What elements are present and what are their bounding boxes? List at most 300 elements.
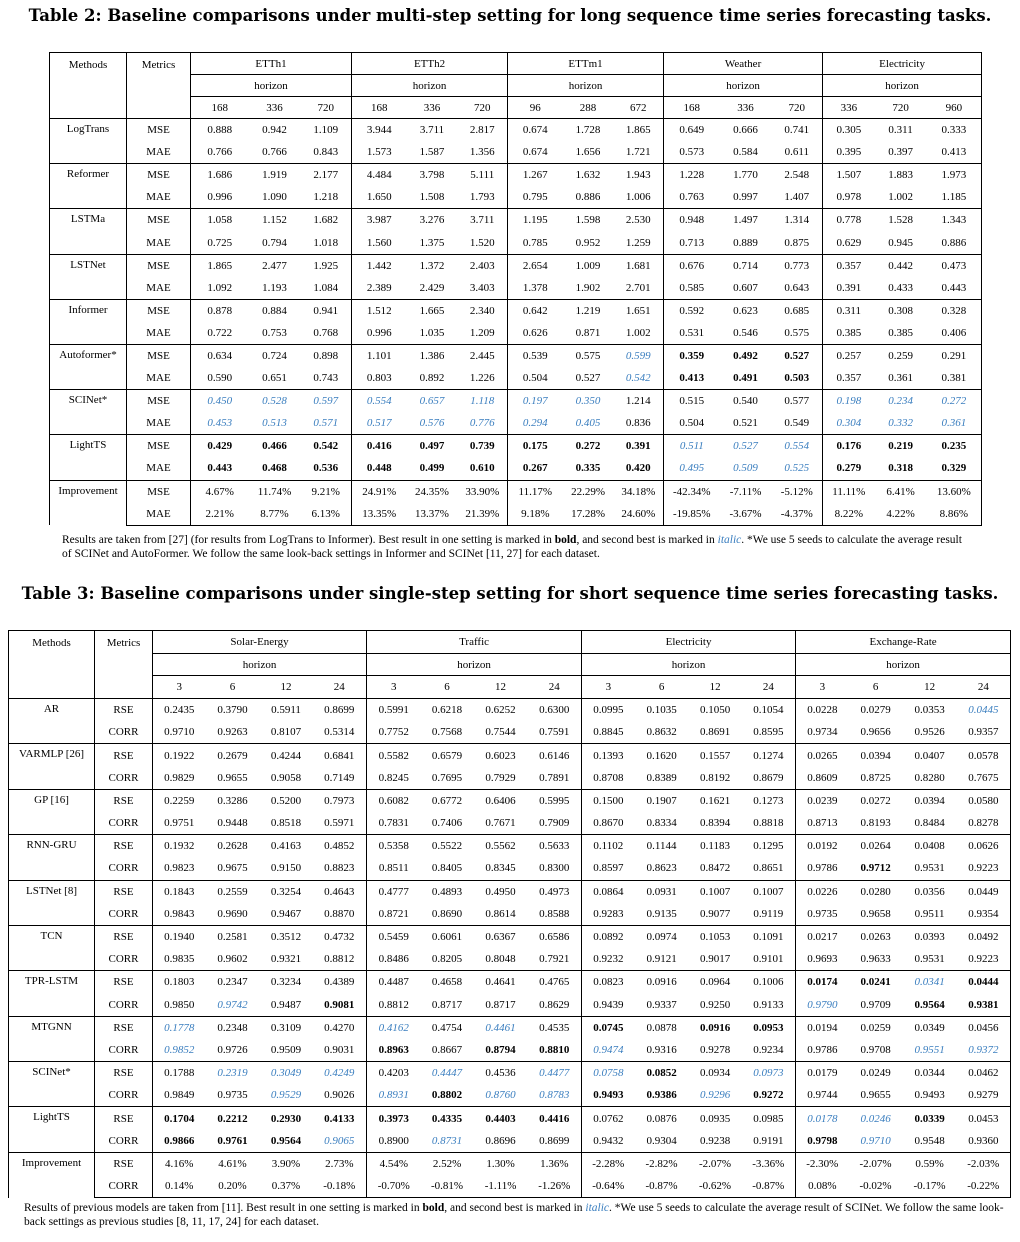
method-name: LSTNet [8] bbox=[9, 880, 95, 925]
col-metrics-header: Metrics bbox=[95, 631, 153, 699]
result-cell: 0.643 bbox=[784, 281, 810, 294]
result-cell: 1.598 bbox=[563, 209, 614, 232]
result-cell: 0.626 bbox=[508, 322, 563, 345]
result-cell: 0.8597 bbox=[582, 857, 635, 880]
metric-name: MSE bbox=[127, 119, 191, 142]
horizon-label: horizon bbox=[582, 653, 796, 676]
result-cell: 0.8107 bbox=[270, 726, 302, 739]
result-cell: 0.7831 bbox=[367, 812, 421, 835]
result-cell: 0.978 bbox=[823, 186, 875, 209]
horizon-value: 168 bbox=[352, 97, 407, 119]
result-cell: 1.226 bbox=[469, 372, 495, 385]
result-cell: 0.8713 bbox=[796, 812, 849, 835]
result-cell: 13.35% bbox=[352, 503, 407, 526]
result-cell: 0.9031 bbox=[324, 1043, 355, 1056]
result-cell: 0.9564 bbox=[914, 998, 945, 1011]
result-cell: 0.9551 bbox=[914, 1043, 945, 1056]
result-cell: 0.1102 bbox=[582, 835, 635, 858]
result-cell: 0.0279 bbox=[849, 699, 903, 722]
result-cell: 0.592 bbox=[664, 299, 720, 322]
result-cell: 0.9656 bbox=[860, 726, 891, 739]
horizon-value: 96 bbox=[508, 97, 563, 119]
metric-name: RSE bbox=[95, 835, 153, 858]
result-cell: 1.018 bbox=[313, 236, 339, 249]
result-cell: 5.111 bbox=[458, 164, 508, 187]
result-cell: 0.416 bbox=[352, 435, 407, 458]
metric-name: CORR bbox=[95, 1084, 153, 1107]
result-cell: 1.902 bbox=[575, 281, 601, 294]
metric-name: CORR bbox=[95, 812, 153, 835]
metric-name: CORR bbox=[95, 903, 153, 926]
result-cell: 0.497 bbox=[407, 435, 458, 458]
result-cell: 0.6023 bbox=[474, 744, 528, 767]
result-cell: 0.8632 bbox=[646, 726, 677, 739]
result-cell: 0.4535 bbox=[528, 1016, 582, 1039]
result-cell: 1.101 bbox=[352, 344, 407, 367]
result-cell: 1.002 bbox=[625, 326, 651, 339]
result-cell: -0.02% bbox=[849, 1175, 903, 1198]
result-cell: 0.886 bbox=[575, 191, 601, 204]
result-cell: 0.492 bbox=[720, 344, 772, 367]
result-cell: 1.30% bbox=[474, 1152, 528, 1175]
result-cell: 0.9658 bbox=[860, 907, 891, 920]
result-cell: 0.785 bbox=[508, 231, 563, 254]
result-cell: -0.17% bbox=[903, 1175, 957, 1198]
result-cell: 0.8278 bbox=[957, 812, 1011, 835]
result-cell: 0.4163 bbox=[260, 835, 313, 858]
result-cell: 0.2348 bbox=[206, 1016, 260, 1039]
result-cell: 1.686 bbox=[191, 164, 249, 187]
result-cell: 0.576 bbox=[419, 417, 445, 430]
result-cell: 2.73% bbox=[313, 1152, 367, 1175]
method-name: VARMLP [26] bbox=[9, 744, 95, 789]
result-cell: 0.235 bbox=[927, 435, 982, 458]
note-bold-word: bold bbox=[422, 1202, 445, 1214]
dataset-header: Exchange-Rate bbox=[796, 631, 1011, 654]
result-cell: 0.4403 bbox=[474, 1107, 528, 1130]
result-cell: 0.9493 bbox=[582, 1084, 635, 1107]
result-cell: 0.9386 bbox=[646, 1089, 677, 1102]
method-name: SCINet* bbox=[50, 390, 127, 435]
horizon-label: horizon bbox=[352, 75, 508, 97]
result-cell: 0.766 bbox=[262, 146, 287, 159]
note-text: Results are taken from [27] (for results from LogTrans to Informer). Best result in one setting is marked in bbox=[62, 534, 555, 546]
metric-name: MAE bbox=[127, 141, 191, 164]
horizon-value: 6 bbox=[849, 676, 903, 699]
result-cell: 0.9101 bbox=[753, 953, 784, 966]
result-cell: 1.681 bbox=[614, 254, 664, 277]
result-cell: 1.507 bbox=[823, 164, 875, 187]
result-cell: 0.473 bbox=[927, 254, 982, 277]
result-cell: 2.21% bbox=[191, 503, 249, 526]
result-cell: 4.61% bbox=[206, 1152, 260, 1175]
result-cell: 1.442 bbox=[352, 254, 407, 277]
result-cell: 0.5522 bbox=[421, 835, 474, 858]
result-cell: 2.52% bbox=[421, 1152, 474, 1175]
result-cell: 0.674 bbox=[508, 119, 563, 142]
dataset-header: Traffic bbox=[367, 631, 582, 654]
result-cell: 0.0758 bbox=[582, 1062, 635, 1085]
note-italic-word: italic bbox=[717, 534, 742, 546]
metric-name: MAE bbox=[127, 367, 191, 390]
result-cell: 1.883 bbox=[875, 164, 927, 187]
result-cell: 0.198 bbox=[823, 390, 875, 413]
result-cell: 0.4487 bbox=[367, 971, 421, 994]
result-cell: 0.0916 bbox=[635, 971, 689, 994]
result-cell: -7.11% bbox=[720, 480, 772, 503]
result-cell: 0.9709 bbox=[860, 998, 891, 1011]
result-cell: 0.2581 bbox=[206, 925, 260, 948]
table3-caption: Table 3: Baseline comparisons under single-step setting for short sequence time series forecasting tasks. bbox=[21, 584, 999, 603]
result-cell: 0.8595 bbox=[753, 726, 784, 739]
result-cell: 0.8280 bbox=[914, 771, 945, 784]
metric-name: RSE bbox=[95, 744, 153, 767]
result-cell: 0.6406 bbox=[474, 789, 528, 812]
result-cell: 0.9150 bbox=[270, 862, 302, 875]
result-cell: 0.0394 bbox=[903, 789, 957, 812]
result-cell: 0.4477 bbox=[528, 1062, 582, 1085]
result-cell: -0.87% bbox=[742, 1175, 796, 1198]
result-cell: 0.0578 bbox=[957, 744, 1011, 767]
result-cell: 0.2435 bbox=[153, 699, 206, 722]
horizon-value: 24 bbox=[528, 676, 582, 699]
result-cell: 0.527 bbox=[575, 372, 601, 385]
result-cell: 0.8818 bbox=[753, 817, 784, 830]
result-cell: 9.21% bbox=[301, 480, 352, 503]
horizon-value: 12 bbox=[260, 676, 313, 699]
result-cell: 8.77% bbox=[249, 503, 301, 526]
method-name: Informer bbox=[50, 299, 127, 344]
result-cell: 34.18% bbox=[614, 480, 664, 503]
result-cell: 0.499 bbox=[419, 462, 445, 475]
result-cell: 0.267 bbox=[508, 457, 563, 480]
result-cell: 1.209 bbox=[469, 326, 495, 339]
method-name: LSTNet bbox=[50, 254, 127, 299]
result-cell: 1.314 bbox=[772, 209, 823, 232]
result-cell: 0.527 bbox=[720, 435, 772, 458]
result-cell: 0.8609 bbox=[796, 767, 849, 790]
result-cell: 0.0272 bbox=[849, 789, 903, 812]
result-cell: 0.197 bbox=[508, 390, 563, 413]
result-cell: 0.4416 bbox=[528, 1107, 582, 1130]
result-cell: 0.5582 bbox=[367, 744, 421, 767]
metric-name: RSE bbox=[95, 925, 153, 948]
metric-name: MSE bbox=[127, 390, 191, 413]
result-cell: 13.37% bbox=[407, 503, 458, 526]
result-cell: 0.8614 bbox=[485, 907, 516, 920]
result-cell: 0.9751 bbox=[153, 812, 206, 835]
result-cell: 3.711 bbox=[407, 119, 458, 142]
result-cell: 0.6367 bbox=[474, 925, 528, 948]
result-cell: -2.28% bbox=[582, 1152, 635, 1175]
horizon-value: 12 bbox=[689, 676, 742, 699]
result-cell: 1.002 bbox=[888, 191, 913, 204]
result-cell: 0.332 bbox=[888, 417, 913, 430]
result-cell: -0.64% bbox=[582, 1175, 635, 1198]
result-cell: 1.228 bbox=[664, 164, 720, 187]
result-cell: 0.7973 bbox=[313, 789, 367, 812]
result-cell: 0.843 bbox=[313, 146, 339, 159]
result-cell: 0.5633 bbox=[528, 835, 582, 858]
result-cell: 0.8334 bbox=[646, 817, 677, 830]
result-cell: 0.803 bbox=[352, 367, 407, 390]
result-cell: 0.8699 bbox=[313, 699, 367, 722]
result-cell: 0.9852 bbox=[153, 1039, 206, 1062]
result-cell: 3.276 bbox=[407, 209, 458, 232]
result-cell: 0.8812 bbox=[367, 994, 421, 1017]
table2-caption: Table 2: Baseline comparisons under multi-step setting for long sequence time series forecasting tasks. bbox=[28, 6, 992, 25]
result-cell: 1.651 bbox=[614, 299, 664, 322]
result-cell: 0.531 bbox=[664, 322, 720, 345]
result-cell: 0.9509 bbox=[270, 1043, 302, 1056]
result-cell: 0.4754 bbox=[421, 1016, 474, 1039]
result-cell: 1.378 bbox=[508, 277, 563, 300]
result-cell: 0.9439 bbox=[582, 994, 635, 1017]
result-cell: 0.2347 bbox=[206, 971, 260, 994]
result-cell: 0.1922 bbox=[153, 744, 206, 767]
result-cell: 0.503 bbox=[784, 372, 810, 385]
result-cell: 0.8629 bbox=[539, 998, 570, 1011]
result-cell: 0.0192 bbox=[796, 835, 849, 858]
result-cell: 0.0449 bbox=[957, 880, 1011, 903]
result-cell: 1.728 bbox=[563, 119, 614, 142]
metric-name: RSE bbox=[95, 1152, 153, 1175]
result-cell: 0.5971 bbox=[324, 817, 355, 830]
horizon-value: 960 bbox=[927, 97, 982, 119]
metric-name: MAE bbox=[127, 277, 191, 300]
result-cell: 0.649 bbox=[664, 119, 720, 142]
result-cell: 3.798 bbox=[407, 164, 458, 187]
result-cell: 0.8245 bbox=[367, 767, 421, 790]
result-cell: 0.8486 bbox=[367, 948, 421, 971]
horizon-value: 6 bbox=[421, 676, 474, 699]
result-cell: 0.0178 bbox=[796, 1107, 849, 1130]
metric-name: RSE bbox=[95, 1107, 153, 1130]
metric-name: RSE bbox=[95, 880, 153, 903]
method-name: Improvement bbox=[9, 1152, 95, 1197]
result-cell: 0.795 bbox=[508, 186, 563, 209]
result-cell: -4.37% bbox=[772, 503, 823, 526]
result-cell: 0.743 bbox=[313, 372, 339, 385]
result-cell: 0.6772 bbox=[421, 789, 474, 812]
metric-name: RSE bbox=[95, 971, 153, 994]
result-cell: 0.996 bbox=[352, 322, 407, 345]
result-cell: 0.554 bbox=[772, 435, 823, 458]
result-cell: 0.1620 bbox=[635, 744, 689, 767]
result-cell: 1.793 bbox=[469, 191, 495, 204]
result-cell: 0.3109 bbox=[260, 1016, 313, 1039]
result-cell: 0.491 bbox=[733, 372, 758, 385]
result-cell: 0.0456 bbox=[957, 1016, 1011, 1039]
result-cell: 0.0241 bbox=[849, 971, 903, 994]
result-cell: 0.4777 bbox=[367, 880, 421, 903]
result-cell: 0.2930 bbox=[260, 1107, 313, 1130]
result-cell: 1.587 bbox=[419, 146, 445, 159]
horizon-value: 6 bbox=[206, 676, 260, 699]
result-cell: 0.9710 bbox=[860, 1134, 891, 1147]
result-cell: 0.9337 bbox=[646, 998, 677, 1011]
result-cell: 0.9283 bbox=[582, 903, 635, 926]
result-cell: 0.0226 bbox=[796, 880, 849, 903]
method-name: RNN-GRU bbox=[9, 835, 95, 880]
result-cell: 0.333 bbox=[927, 119, 982, 142]
result-cell: 0.666 bbox=[720, 119, 772, 142]
horizon-value: 3 bbox=[796, 676, 849, 699]
result-cell: 0.8192 bbox=[699, 771, 731, 784]
horizon-label: horizon bbox=[508, 75, 664, 97]
result-cell: 0.1500 bbox=[582, 789, 635, 812]
result-cell: -3.36% bbox=[742, 1152, 796, 1175]
result-cell: 0.9850 bbox=[153, 994, 206, 1017]
method-name: MTGNN bbox=[9, 1016, 95, 1061]
result-cell: 0.405 bbox=[575, 417, 601, 430]
result-cell: 0.442 bbox=[875, 254, 927, 277]
result-cell: 0.9119 bbox=[753, 907, 784, 920]
result-cell: 3.403 bbox=[469, 281, 495, 294]
result-cell: 0.9835 bbox=[153, 948, 206, 971]
result-cell: 0.9693 bbox=[796, 948, 849, 971]
result-cell: 0.1778 bbox=[153, 1016, 206, 1039]
result-cell: 0.9548 bbox=[914, 1134, 945, 1147]
result-cell: 0.9602 bbox=[217, 953, 248, 966]
result-cell: 0.536 bbox=[313, 462, 339, 475]
result-cell: 0.8802 bbox=[431, 1089, 463, 1102]
result-cell: 1.721 bbox=[625, 146, 651, 159]
result-cell: 0.8691 bbox=[699, 726, 731, 739]
result-cell: -3.67% bbox=[720, 503, 772, 526]
result-cell: 0.9761 bbox=[217, 1134, 248, 1147]
result-cell: 0.722 bbox=[191, 322, 249, 345]
result-cell: 0.9786 bbox=[796, 1039, 849, 1062]
metric-name: MSE bbox=[127, 344, 191, 367]
result-cell: 0.0339 bbox=[903, 1107, 957, 1130]
result-cell: 0.20% bbox=[206, 1175, 260, 1198]
result-cell: 0.657 bbox=[407, 390, 458, 413]
result-cell: 2.817 bbox=[458, 119, 508, 142]
result-cell: 0.0263 bbox=[849, 925, 903, 948]
result-cell: 0.3790 bbox=[206, 699, 260, 722]
result-cell: 1.009 bbox=[563, 254, 614, 277]
result-cell: 0.585 bbox=[664, 277, 720, 300]
result-cell: -0.18% bbox=[313, 1175, 367, 1198]
result-cell: 0.4249 bbox=[313, 1062, 367, 1085]
result-cell: 0.357 bbox=[823, 254, 875, 277]
result-cell: 0.9531 bbox=[914, 862, 945, 875]
result-cell: 0.8963 bbox=[367, 1039, 421, 1062]
result-cell: 0.0444 bbox=[957, 971, 1011, 994]
result-cell: 0.642 bbox=[508, 299, 563, 322]
result-cell: 0.0985 bbox=[742, 1107, 796, 1130]
result-cell: 0.6252 bbox=[474, 699, 528, 722]
horizon-value: 672 bbox=[614, 97, 664, 119]
result-cell: 0.4950 bbox=[474, 880, 528, 903]
result-cell: 0.6146 bbox=[528, 744, 582, 767]
result-cell: 0.0264 bbox=[849, 835, 903, 858]
horizon-value: 168 bbox=[664, 97, 720, 119]
result-cell: 0.9296 bbox=[699, 1089, 731, 1102]
result-cell: 0.685 bbox=[772, 299, 823, 322]
result-cell: 0.9357 bbox=[957, 721, 1011, 744]
result-cell: 0.4852 bbox=[313, 835, 367, 858]
result-cell: 0.776 bbox=[469, 417, 495, 430]
result-cell: 0.59% bbox=[903, 1152, 957, 1175]
result-cell: 0.9223 bbox=[957, 857, 1011, 880]
result-cell: 0.8679 bbox=[753, 771, 784, 784]
result-cell: 0.739 bbox=[458, 435, 508, 458]
result-cell: 0.4389 bbox=[313, 971, 367, 994]
result-cell: 0.1007 bbox=[742, 880, 796, 903]
result-cell: 0.1035 bbox=[635, 699, 689, 722]
result-cell: 0.0931 bbox=[635, 880, 689, 903]
result-cell: 1.259 bbox=[625, 236, 651, 249]
result-cell: 2.701 bbox=[625, 281, 651, 294]
result-cell: 0.8783 bbox=[539, 1089, 570, 1102]
result-cell: 0.8810 bbox=[539, 1043, 570, 1056]
result-cell: 2.548 bbox=[772, 164, 823, 187]
result-cell: 1.092 bbox=[191, 277, 249, 300]
result-cell: 0.6082 bbox=[367, 789, 421, 812]
result-cell: 0.0995 bbox=[582, 699, 635, 722]
result-cell: 0.8731 bbox=[431, 1134, 463, 1147]
result-cell: 0.4133 bbox=[313, 1107, 367, 1130]
note-text: Results of previous models are taken from [11]. Best result in one setting is marked in bbox=[24, 1202, 423, 1214]
result-cell: 0.0935 bbox=[689, 1107, 742, 1130]
horizon-label: horizon bbox=[796, 653, 1011, 676]
result-cell: 0.8794 bbox=[485, 1043, 516, 1056]
result-cell: 0.753 bbox=[262, 326, 287, 339]
result-cell: 2.389 bbox=[352, 277, 407, 300]
result-cell: 0.7695 bbox=[431, 771, 463, 784]
result-cell: 0.5200 bbox=[260, 789, 313, 812]
result-cell: 0.5358 bbox=[367, 835, 421, 858]
result-cell: 0.875 bbox=[784, 236, 810, 249]
dataset-header: ETTh1 bbox=[191, 53, 352, 75]
result-cell: 0.9263 bbox=[217, 726, 248, 739]
result-cell: 0.8931 bbox=[367, 1084, 421, 1107]
result-cell: 0.611 bbox=[784, 146, 809, 159]
horizon-value: 6 bbox=[635, 676, 689, 699]
result-cell: 9.18% bbox=[508, 503, 563, 526]
horizon-label: horizon bbox=[153, 653, 367, 676]
result-cell: 0.361 bbox=[888, 372, 913, 385]
result-cell: 0.9232 bbox=[582, 948, 635, 971]
result-cell: 0.9234 bbox=[753, 1043, 784, 1056]
result-cell: 0.291 bbox=[927, 344, 982, 367]
result-cell: 2.445 bbox=[458, 344, 508, 367]
result-cell: 0.9511 bbox=[914, 907, 945, 920]
result-cell: 0.768 bbox=[313, 326, 339, 339]
result-cell: 0.886 bbox=[927, 231, 982, 254]
result-cell: 0.219 bbox=[875, 435, 927, 458]
result-cell: 0.996 bbox=[191, 186, 249, 209]
result-cell: 0.9726 bbox=[217, 1043, 248, 1056]
result-cell: 0.725 bbox=[191, 231, 249, 254]
result-cell: 0.9655 bbox=[860, 1089, 891, 1102]
result-cell: 1.375 bbox=[419, 236, 445, 249]
result-cell: 0.0217 bbox=[796, 925, 849, 948]
result-cell: 0.941 bbox=[301, 299, 352, 322]
horizon-label: horizon bbox=[823, 75, 982, 97]
result-cell: 0.0934 bbox=[689, 1062, 742, 1085]
result-cell: 0.257 bbox=[823, 344, 875, 367]
result-cell: 1.665 bbox=[407, 299, 458, 322]
horizon-value: 3 bbox=[367, 676, 421, 699]
horizon-value: 336 bbox=[249, 97, 301, 119]
horizon-value: 720 bbox=[301, 97, 352, 119]
result-cell: 0.1843 bbox=[153, 880, 206, 903]
result-cell: 1.058 bbox=[191, 209, 249, 232]
result-cell: 0.511 bbox=[664, 435, 720, 458]
